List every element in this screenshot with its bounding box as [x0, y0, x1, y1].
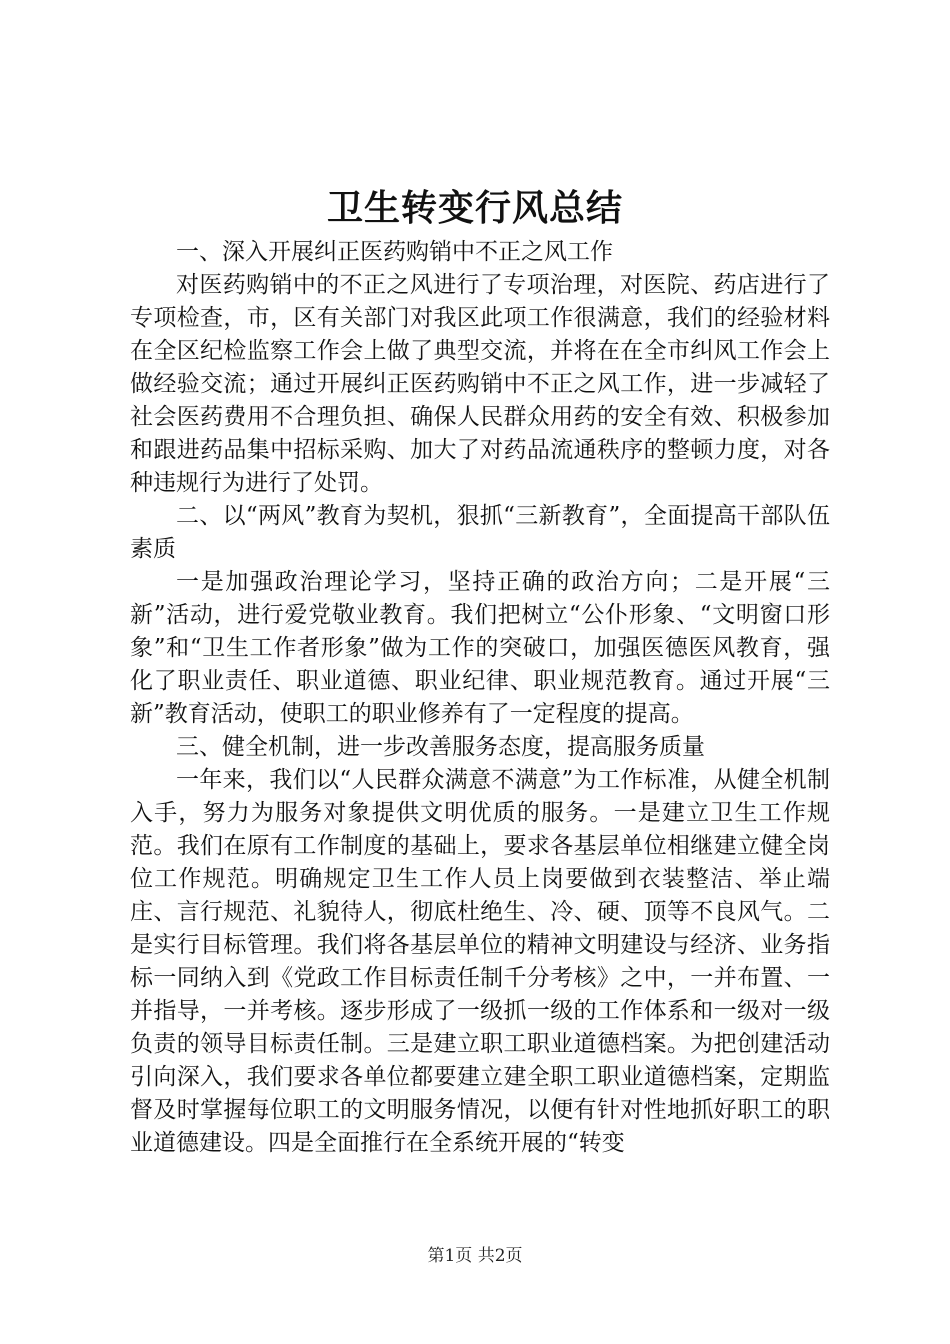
page-footer: 第1页 共2页: [427, 1246, 523, 1266]
paragraph-2: 一是加强政治理论学习，坚持正确的政治方向；二是开展“三新”活动，进行爱党敬业教育。我们把树立“公仆形象、“文明窗口形象”和“卫生工作者形象”做为工作的突破口，加强医德医风教育，强化了职业责任、职业道德、职业纪律、职业规范教育。通过开展“三新”教育活动，使职工的职业修养有了一定程度的提高。: [130, 569, 830, 727]
section-heading-1: 一、深入开展纠正医药购销中不正之风工作: [176, 239, 613, 265]
section-heading-2: 二、以“两风”教育为契机，狠抓“三新教育”，全面提高干部队伍素质: [130, 503, 830, 562]
section-heading-3: 三、健全机制，进一步改善服务态度，提高服务质量: [176, 734, 705, 760]
document-title: 卫生转变行风总结: [326, 187, 623, 229]
paragraph-1: 对医药购销中的不正之风进行了专项治理，对医院、药店进行了专项检查，市，区有关部门对我区此项工作很满意，我们的经验材料在全区纪检监察工作会上做了典型交流，并将在在全市纠风工作会上做经验交流；通过开展纠正医药购销中不正之风工作，进一步减轻了社会医药费用不合理负担、确保人民群众用药的安全有效、积极参加和跟进药品集中招标采购、加大了对药品流通秩序的整顿力度，对各种违规行为进行了处罚。: [130, 272, 830, 496]
paragraph-3: 一年来，我们以“人民群众满意不满意”为工作标准，从健全机制入手，努力为服务对象提供文明优质的服务。一是建立卫生工作规范。我们在原有工作制度的基础上，要求各基层单位相继建立健全岗位工作规范。明确规定卫生工作人员上岗要做到衣装整洁、举止端庄、言行规范、礼貌待人，彻底杜绝生、冷、硬、顶等不良风气。二是实行目标管理。我们将各基层单位的精神文明建设与经济、业务指标一同纳入到《党政工作目标责任制千分考核》之中，一并布置、一并指导，一并考核。逐步形成了一级抓一级的工作体系和一级对一级负责的领导目标责任制。三是建立职工职业道德档案。为把创建活动引向深入，我们要求各单位都要建立建全职工职业道德档案，定期监督及时掌握每位职工的文明服务情况，以便有针对性地抓好职工的职业道德建设。四是全面推行在全系统开展的“转变: [130, 767, 830, 1156]
document-body: [130, 236, 830, 1160]
